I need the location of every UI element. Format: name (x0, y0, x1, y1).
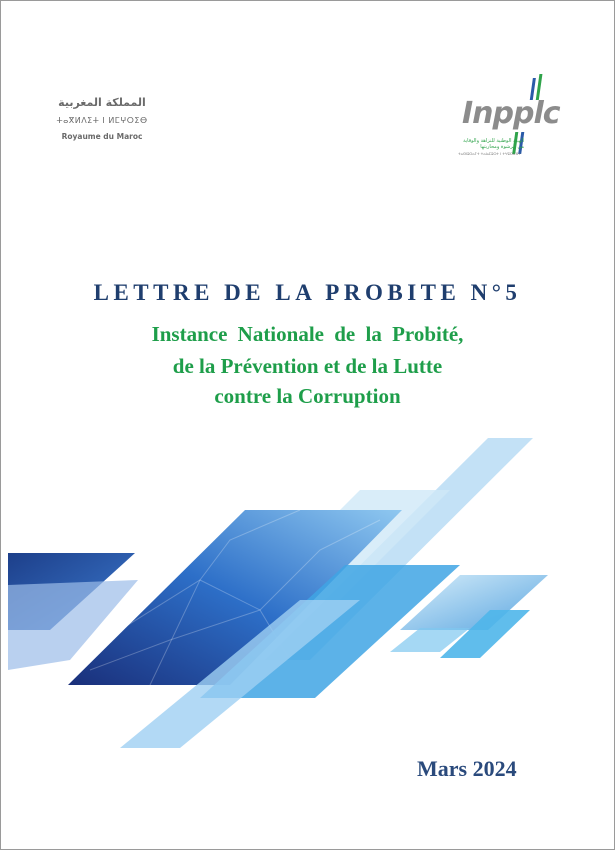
kingdom-french: Royaume du Maroc (61, 132, 143, 141)
document-title: LETTRE DE LA PROBITE N°5 (93, 280, 522, 305)
logo-wordmark: Inpplc (462, 96, 560, 131)
subtitle-line-1: Instance Nationale de la Probité, (151, 322, 464, 346)
logo-arabic-caption: الهيئة الوطنية للنزاهة والوقاية من الرشوة ومحاربتها (463, 138, 524, 150)
inpplc-logo (458, 70, 568, 170)
subtitle-line-3: contre la Corruption (214, 384, 401, 408)
kingdom-amazigh: ⵜⴰⴳⵍⴷⵉⵜ ⵏ ⵍⵎⵖⵔⵉⴱ (56, 116, 148, 125)
publication-date: Mars 2024 (417, 756, 517, 781)
kingdom-header (42, 96, 162, 143)
kingdom-arabic: المملكة المغربية (58, 96, 146, 109)
logo-amazigh-caption: ⵜⴰⵙⵏⵓⵔⴰⵢⵜ ⵜⴰⵏⴰⵎⵓⵔⵜ ⵏ ⵜⵖⵓⵔⴰⴼⵜ (458, 152, 522, 156)
subtitle-line-2: de la Prévention et de la Lutte (172, 354, 443, 378)
cover-artwork (0, 430, 615, 760)
